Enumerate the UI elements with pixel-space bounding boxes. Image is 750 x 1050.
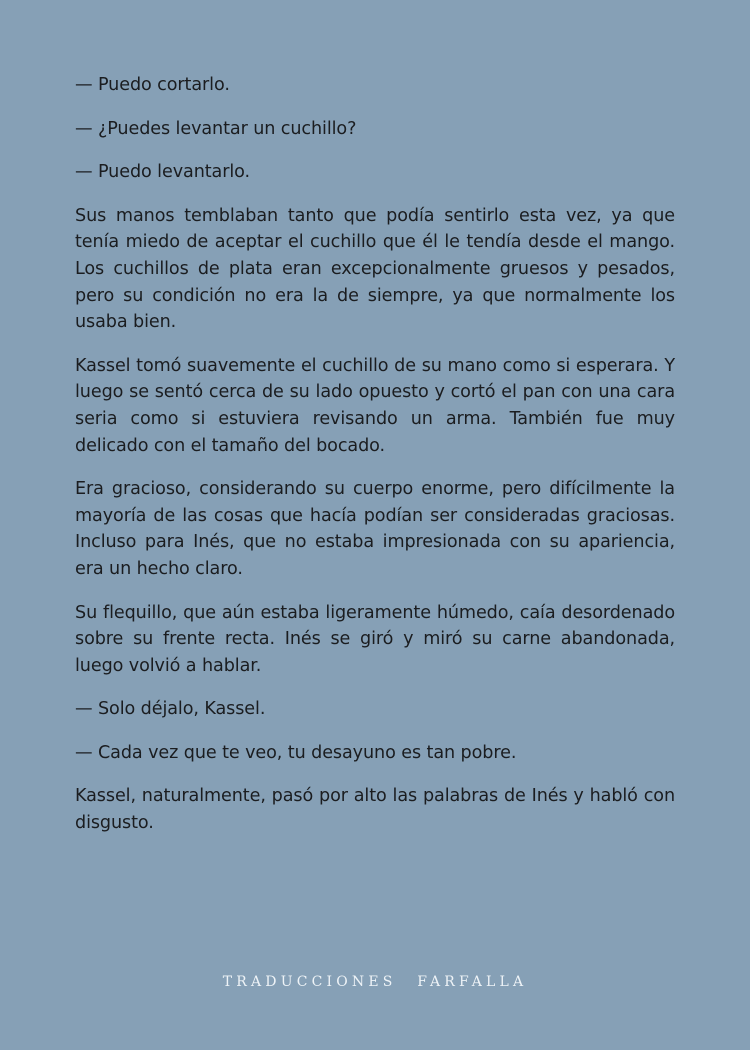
dialogue-line: — Solo déjalo, Kassel. — [75, 699, 266, 720]
dialogue-line: — Puedo levantarlo. — [75, 162, 250, 183]
footer-credit — [0, 974, 750, 990]
paragraph: Sus manos temblaban tanto que podía sentirlo esta vez, ya que tenía miedo de aceptar el cuchillo que él le tendía desde el mango. Los cuchillos de plata eran excepcionalmente gruesos y pesados, pero su condición no era la de siempre, ya que normalmente los usaba bien. — [75, 205, 675, 333]
dialogue-line: — ¿Puedes levantar un cuchillo? — [75, 118, 357, 139]
footer-word: FARFALLA — [417, 974, 528, 990]
paragraph: Su flequillo, que aún estaba ligeramente húmedo, caía desordenado sobre su frente recta. Inés se giró y miró su carne abandonada, luego volvió a hablar. — [75, 602, 675, 676]
footer-word: TRADUCCIONES — [222, 974, 397, 990]
dialogue-line: — Cada vez que te veo, tu desayuno es tan pobre. — [75, 742, 517, 763]
paragraph: Kassel, naturalmente, pasó por alto las palabras de Inés y habló con disgusto. — [75, 786, 675, 834]
paragraph: Era gracioso, considerando su cuerpo enorme, pero difícilmente la mayoría de las cosas que hacía podían ser consideradas graciosas. Incluso para Inés, que no estaba impresionada con su apariencia, era un hecho claro. — [75, 479, 675, 579]
page-body — [75, 72, 675, 854]
dialogue-line: — Puedo cortarlo. — [75, 75, 230, 95]
paragraph: Kassel tomó suavemente el cuchillo de su mano como si esperara. Y luego se sentó cerca de su lado opuesto y cortó el pan con una cara seria como si estuviera revisando un arma. También fue muy delicado con el tamaño del bocado. — [75, 355, 675, 456]
